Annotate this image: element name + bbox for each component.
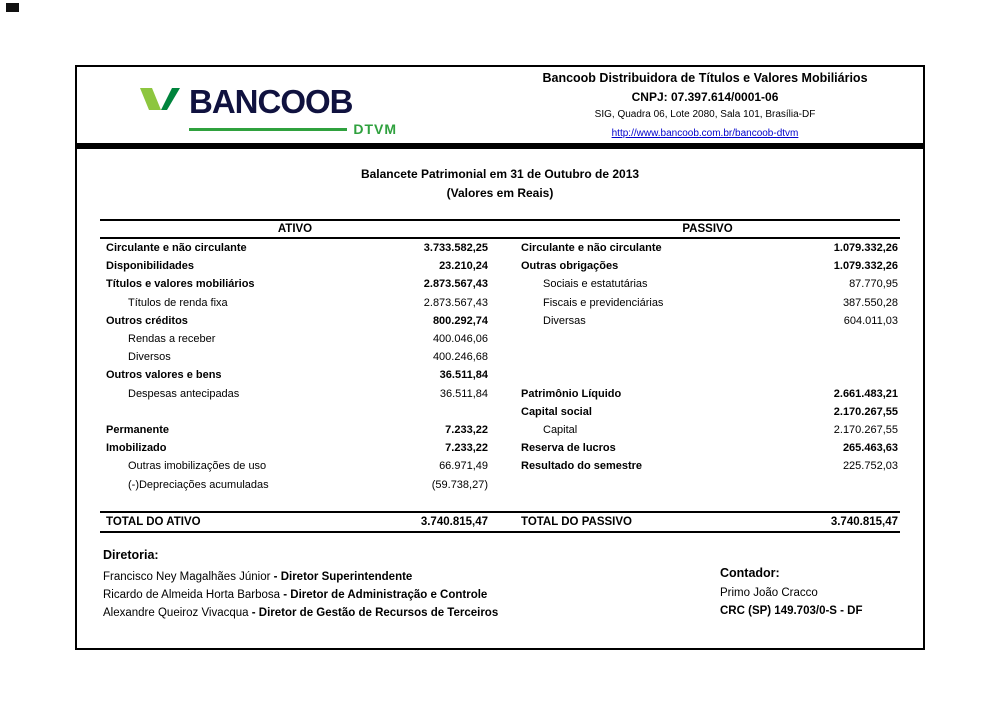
passivo-value: 2.170.267,55 [833, 423, 898, 436]
ativo-label: Outros valores e bens [106, 369, 222, 382]
ativo-header: ATIVO [277, 223, 313, 235]
total-passivo-label: TOTAL DO PASSIVO [521, 515, 632, 528]
ativo-value: 7.233,22 [445, 423, 488, 436]
balance-rows [100, 239, 900, 494]
table-row [100, 275, 900, 293]
passivo-value: 2.661.483,21 [833, 387, 898, 400]
ativo-value: 800.292,74 [432, 314, 488, 327]
director-name: Alexandre Queiroz Vivacqua [103, 607, 252, 619]
bancoob-logo [137, 83, 397, 136]
passivo-label: Outras obrigações [521, 260, 619, 273]
total-ativo-label: TOTAL DO ATIVO [106, 515, 201, 528]
table-row [100, 439, 900, 457]
passivo-value: 87.770,95 [849, 278, 898, 291]
passivo-value: 225.752,03 [842, 460, 898, 473]
ativo-label: Diversos [128, 351, 171, 364]
passivo-label: Diversas [543, 314, 586, 327]
ativo-label: (-)Depreciações acumuladas [128, 478, 269, 491]
total-row [100, 511, 900, 533]
director-line [103, 586, 498, 604]
table-row [100, 294, 900, 312]
ativo-label: Títulos e valores mobiliários [106, 278, 255, 291]
ativo-value: 36.511,84 [439, 369, 488, 382]
directors-list [103, 568, 498, 622]
ativo-value: 2.873.567,43 [423, 278, 488, 291]
passivo-value: 387.550,28 [842, 296, 898, 309]
table-row [100, 348, 900, 366]
passivo-label: Patrimônio Líquido [521, 387, 622, 400]
ativo-label: Permanente [106, 423, 169, 436]
scan-artifact-mark [6, 3, 19, 12]
passivo-value: 1.079.332,26 [833, 242, 898, 255]
ativo-value: 7.233,22 [445, 442, 488, 455]
ativo-label: Circulante e não circulante [106, 242, 247, 255]
contador-crc: CRC (SP) 149.703/0-S - DF [720, 605, 863, 617]
company-name: Bancoob Distribuidora de Títulos e Valores Mobiliários [542, 71, 868, 85]
table-row [100, 457, 900, 475]
table-row [100, 312, 900, 330]
company-info-block [490, 69, 920, 142]
company-cnpj: CNPJ: 07.397.614/0001-06 [631, 90, 779, 104]
passivo-value: 1.079.332,26 [833, 260, 898, 273]
passivo-label: Fiscais e previdenciárias [543, 296, 664, 309]
director-role: - Diretor de Administração e Controle [283, 589, 488, 601]
table-row [100, 385, 900, 403]
passivo-header: PASSIVO [682, 223, 733, 235]
ativo-label: Outras imobilizações de uso [128, 460, 267, 473]
director-name: Ricardo de Almeida Horta Barbosa [103, 589, 284, 601]
ativo-value: 3.733.582,25 [423, 242, 488, 255]
passivo-label: Reserva de lucros [521, 442, 616, 455]
logo-dtvm-label: DTVM [353, 121, 397, 137]
report-title: Balancete Patrimonial em 31 de Outubro de 2013 [360, 167, 640, 181]
director-name: Francisco Ney Magalhães Júnior [103, 571, 274, 583]
balance-table [100, 219, 900, 533]
logo-wordmark: BANCOOB [189, 83, 353, 120]
ativo-label: Imobilizado [106, 442, 167, 455]
table-row [100, 239, 900, 257]
company-website-link[interactable]: http://www.bancoob.com.br/bancoob-dtvm [611, 128, 799, 139]
table-header-row [100, 219, 900, 239]
ativo-value: 66.971,49 [439, 460, 488, 473]
ativo-value: 400.046,06 [432, 333, 488, 346]
passivo-value: 604.011,03 [843, 314, 898, 327]
director-line [103, 604, 498, 622]
ativo-label: Outros créditos [106, 314, 188, 327]
director-line [103, 568, 498, 586]
ativo-label: Despesas antecipadas [128, 387, 240, 400]
table-row [100, 330, 900, 348]
table-row [100, 403, 900, 421]
report-subtitle: (Valores em Reais) [446, 186, 554, 200]
ativo-value: 23.210,24 [439, 260, 488, 273]
bancoob-check-icon [137, 83, 183, 120]
logo-green-line [189, 128, 347, 131]
table-row [100, 475, 900, 493]
passivo-value: 265.463,63 [842, 442, 898, 455]
director-role: - Diretor Superintendente [273, 571, 413, 583]
diretoria-heading: Diretoria: [103, 548, 159, 562]
total-passivo-value: 3.740.815,47 [830, 515, 898, 528]
passivo-label: Capital [543, 423, 578, 436]
passivo-label: Resultado do semestre [521, 460, 643, 473]
ativo-value: 2.873.567,43 [423, 296, 488, 309]
passivo-label: Circulante e não circulante [521, 242, 662, 255]
total-ativo-value: 3.740.815,47 [420, 515, 488, 528]
document-frame [75, 65, 925, 650]
ativo-label: Rendas a receber [128, 333, 216, 346]
contador-heading: Contador: [720, 566, 780, 580]
ativo-label: Disponibilidades [106, 260, 195, 273]
company-address: SIG, Quadra 06, Lote 2080, Sala 101, Brasília-DF [594, 109, 816, 120]
passivo-value: 2.170.267,55 [833, 405, 898, 418]
director-role: - Diretor de Gestão de Recursos de Terceiros [251, 607, 499, 619]
header-separator [77, 143, 923, 149]
contador-name: Primo João Cracco [720, 587, 818, 599]
table-row [100, 421, 900, 439]
passivo-label: Sociais e estatutárias [543, 278, 648, 291]
passivo-label: Capital social [521, 405, 592, 418]
ativo-value: (59.738,27) [431, 478, 488, 491]
ativo-label: Títulos de renda fixa [128, 296, 228, 309]
ativo-value: 400.246,68 [432, 351, 488, 364]
table-row [100, 257, 900, 275]
table-row [100, 366, 900, 384]
ativo-value: 36.511,84 [439, 387, 488, 400]
